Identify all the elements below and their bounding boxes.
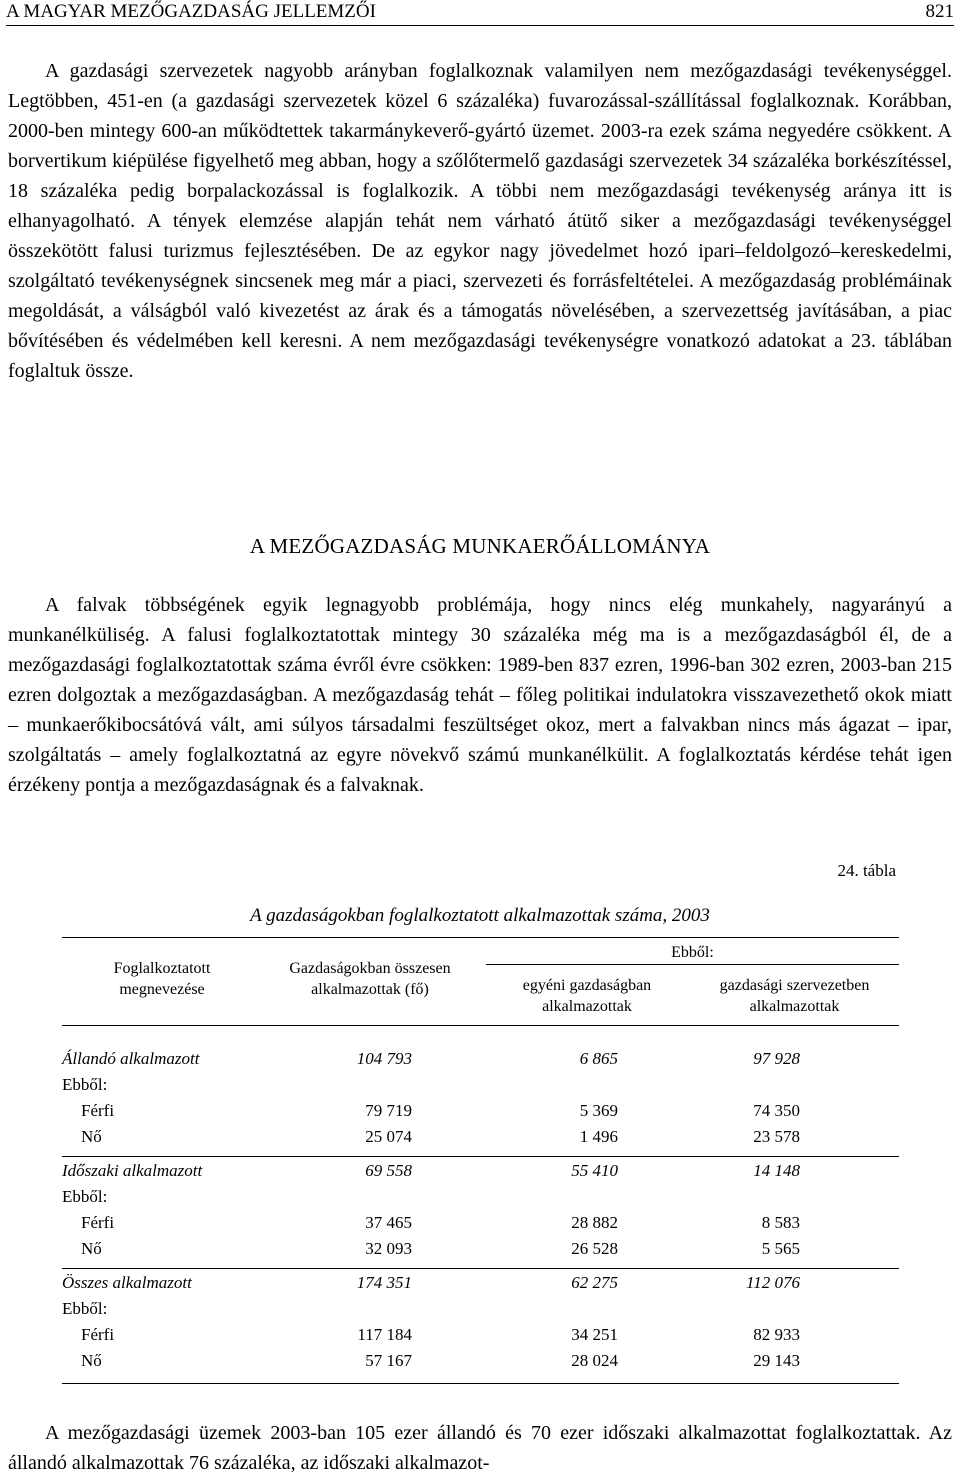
table-bottom-rule xyxy=(62,1383,899,1384)
cell-permanent-female-individual: 1 496 xyxy=(579,1127,618,1146)
row-label-of-which: Ebből: xyxy=(62,1187,108,1206)
cell-permanent-organisation: 97 928 xyxy=(753,1049,800,1068)
paragraph-text: A gazdasági szervezetek nagyobb arányban foglalkoznak valamilyen nem mezőgazdasági tevékenységgel. Legtöbben, 451-en (a gazdasági szervezetek közel 6 százaléka) fuvarozással-szállítással foglalkoznak. Korábban, 2000-ben mintegy 600-an működtettek takarmánykeverő-gyártó üzemet. 2003-ra ezek száma negyedére csökkent. A borvertikum kiépülése figyelhető meg abban, hogy a szőlőtermelő gazdasági szervezetek 34 százaléka borkészítéssel, 18 százaléka pedig borpalackozással is foglalkozik. A többi nem mezőgazdasági tevékenység aránya itt is elhanyagolható. A tények elemzése alapján tehát nem várható átütő siker a mezőgazdasági tevékenységgel összekötött falusi turizmus fejlesztésében. De az egykor nagy jövedelmet hozó ipari–feldolgozó–kereskedelmi, szolgáltató tevékenységnek sincsenek meg már a piaci, szervezeti és forrásfeltételei. A mezőgazdaság problémáinak megoldását, a válságból való kivezetést az árak és a támogatás növelésében, a szervezettség javításában, a piac bővítésében és védelmében kell keresni. A nem mezőgazdasági tevékenységre vonatkozó adatokat a 23. táblában foglaltuk össze. xyxy=(8,60,952,382)
cell-all-male-individual: 34 251 xyxy=(571,1325,618,1344)
cell-all-total: 174 351 xyxy=(356,1273,412,1292)
table-number: 24. tábla xyxy=(837,861,896,880)
cell-seasonal-female-organisation: 5 565 xyxy=(761,1239,800,1258)
row-label-all: Összes alkalmazott xyxy=(62,1273,192,1292)
row-label-male: Férfi xyxy=(81,1101,115,1120)
row-label-female: Nő xyxy=(81,1351,102,1370)
header-individual-farms: egyéni gazdaságban alkalmazottak xyxy=(522,977,652,1015)
cell-permanent-male-individual: 5 369 xyxy=(579,1101,618,1120)
cell-permanent-female-total: 25 074 xyxy=(365,1127,412,1146)
page-number: 821 xyxy=(925,1,954,22)
paragraph-nonagricultural-activities xyxy=(8,56,952,386)
paragraph-text: A falvak többségének egyik legnagyobb problémája, hogy nincs elég munkahely, nagyarányú a munkanélküliség. A falusi foglalkoztatottak mintegy 30 százaléka még ma is a mezőgazdaságból él, de a mezőgazdasági foglalkoztatottak száma évről évre csökken: 1989-ben 837 ezren, 1996-ban 302 ezren, 2003-ban 215 ezren dolgoztak a mezőgazdaságban. A mezőgazdaság tehát – főleg politikai indulatokra visszavezethető okok miatt – munkaerőkibocsátóvá vált, ami súlyos társadalmi feszültséget okoz, mert a falvakban nincs más ágazat – ipar, szolgáltatás – amely foglalkoztatná az egyre növekvő számú munkanélkülit. A foglalkoztatás kérdése tehát igen érzékeny pontja a mezőgazdaságnak és a falvaknak. xyxy=(8,594,952,796)
header-occupation: Foglalkoztatott megnevezése xyxy=(113,960,211,998)
cell-seasonal-male-organisation: 8 583 xyxy=(761,1213,800,1232)
row-label-seasonal: Időszaki alkalmazott xyxy=(62,1161,203,1180)
cell-seasonal-female-individual: 26 528 xyxy=(571,1239,618,1258)
running-header xyxy=(6,0,954,26)
group-header-rule xyxy=(486,964,899,965)
row-label-male: Férfi xyxy=(81,1325,115,1344)
row-label-female: Nő xyxy=(81,1239,102,1258)
row-label-of-which: Ebből: xyxy=(62,1075,108,1094)
row-label-of-which: Ebből: xyxy=(62,1299,108,1318)
cell-permanent-individual: 6 865 xyxy=(579,1049,618,1068)
paragraph-text: A mezőgazdasági üzemek 2003-ban 105 ezer állandó és 70 ezer időszaki alkalmazottat foglalkoztattak. Az állandó alkalmazottak 76 százaléka, az időszaki alkalmazot- xyxy=(8,1422,952,1474)
header-total: Gazdaságokban összesen alkalmazottak (fő) xyxy=(289,960,451,998)
row-label-female: Nő xyxy=(81,1127,102,1146)
cell-all-female-total: 57 167 xyxy=(365,1351,412,1370)
header-economic-organisations: gazdasági szervezetben alkalmazottak xyxy=(719,977,870,1015)
cell-all-organisation: 112 076 xyxy=(746,1273,800,1292)
cell-all-male-organisation: 82 933 xyxy=(753,1325,800,1344)
paragraph-employment-2003 xyxy=(8,1418,952,1478)
paragraph-workforce xyxy=(8,590,952,800)
table-top-rule xyxy=(62,937,899,938)
cell-seasonal-female-total: 32 093 xyxy=(365,1239,412,1258)
header-bottom-rule xyxy=(62,1025,899,1026)
cell-all-female-individual: 28 024 xyxy=(571,1351,618,1370)
row-label-male: Férfi xyxy=(81,1213,115,1232)
cell-seasonal-individual: 55 410 xyxy=(571,1161,618,1180)
header-group-of-which: Ebből: xyxy=(671,944,714,961)
cell-all-female-organisation: 29 143 xyxy=(753,1351,800,1370)
cell-permanent-total: 104 793 xyxy=(356,1049,412,1068)
group-separator-rule xyxy=(62,1156,899,1157)
group-separator-rule xyxy=(62,1268,899,1269)
cell-permanent-male-organisation: 74 350 xyxy=(753,1101,800,1120)
cell-permanent-female-organisation: 23 578 xyxy=(753,1127,800,1146)
row-label-permanent: Állandó alkalmazott xyxy=(62,1049,200,1068)
cell-seasonal-total: 69 558 xyxy=(365,1161,412,1180)
cell-all-individual: 62 275 xyxy=(571,1273,618,1292)
cell-seasonal-organisation: 14 148 xyxy=(753,1161,800,1180)
cell-all-male-total: 117 184 xyxy=(357,1325,412,1344)
cell-seasonal-male-individual: 28 882 xyxy=(571,1213,618,1232)
cell-seasonal-male-total: 37 465 xyxy=(365,1213,412,1232)
cell-permanent-male-total: 79 719 xyxy=(365,1101,412,1120)
running-title: A MAGYAR MEZŐGAZDASÁG JELLEMZŐI xyxy=(6,1,376,22)
table-title: A gazdaságokban foglalkoztatott alkalmazottak száma, 2003 xyxy=(250,905,710,926)
section-heading: A MEZŐGAZDASÁG MUNKAERŐÁLLOMÁNYA xyxy=(249,534,711,558)
